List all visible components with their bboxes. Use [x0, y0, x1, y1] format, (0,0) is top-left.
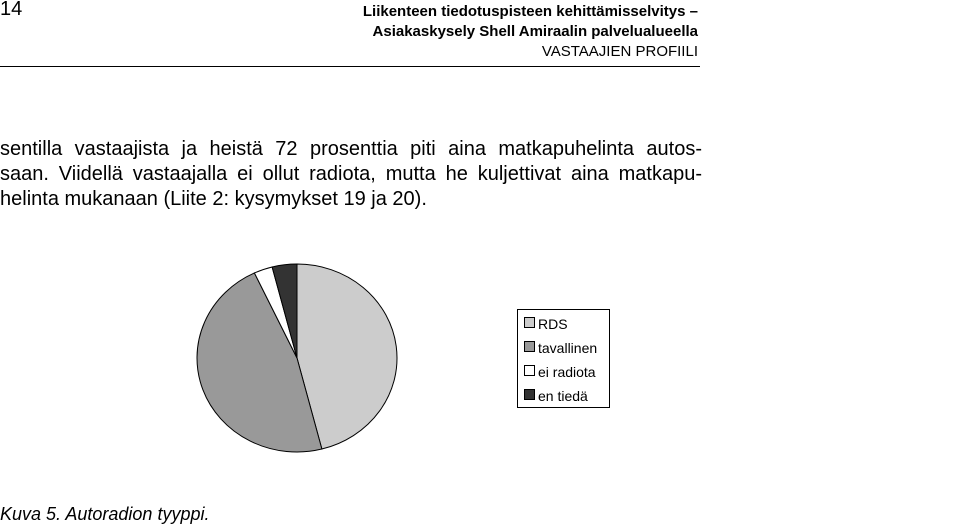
header-section: VASTAAJIEN PROFIILI: [541, 43, 698, 60]
pie-chart: [0, 250, 960, 480]
figure-caption: Kuva 5. Autoradion tyyppi.: [0, 504, 210, 524]
pie-slices: [197, 264, 397, 452]
header-rule: [0, 66, 700, 67]
page-number: 14: [0, 0, 23, 20]
body-line-3: helinta mukanaan (Liite 2: kysymykset 19 ja 20).: [0, 188, 427, 210]
header-title-line-2: Asiakaskysely Shell Amiraalin palvelualueella: [372, 23, 698, 40]
legend-label-rds: RDS: [538, 316, 568, 332]
body-line-1: sentilla vastaajista ja heistä 72 prosenttia piti aina matkapuhelinta autos-: [0, 138, 702, 160]
header-title-line-1: Liikenteen tiedotuspisteen kehittämisselvitys –: [362, 3, 698, 20]
body-paragraph: [0, 137, 702, 212]
legend-label-tavallinen: tavallinen: [538, 340, 598, 356]
chart-legend: [517, 309, 610, 408]
body-line-2: saan. Viidellä vastaajalla ei ollut radiota, mutta he kuljettivat aina matkapu-: [0, 163, 702, 185]
legend-swatch-en-tieda: [524, 389, 535, 400]
legend-swatch-rds: [524, 317, 535, 328]
legend-swatch-tavallinen: [524, 341, 535, 352]
running-header: [198, 2, 698, 62]
legend-label-en-tieda: en tiedä: [538, 388, 588, 404]
legend-label-ei-radiota: ei radiota: [538, 364, 596, 380]
legend-swatch-ei-radiota: [524, 365, 535, 376]
